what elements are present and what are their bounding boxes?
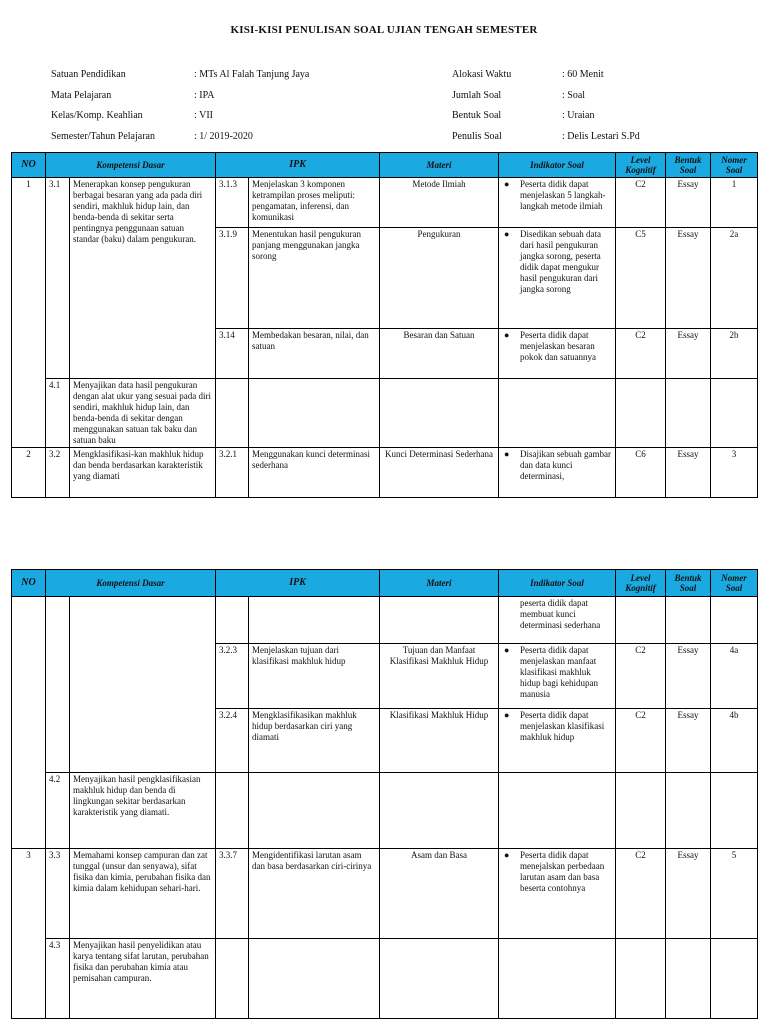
header-ipk: IPK — [216, 570, 380, 597]
ipk-text: Membedakan besaran, nilai, dan satuan — [249, 329, 380, 379]
info-value-penulis: : Delis Lestari S.Pd — [562, 131, 640, 142]
header-nomor: Nomer Soal — [711, 153, 758, 178]
info-value-semester: : 1/ 2019-2020 — [194, 131, 253, 142]
info-value-kelas: : VII — [194, 110, 213, 121]
info-label-jumlah: Jumlah Soal — [452, 90, 502, 101]
bentuk-soal: Essay — [666, 448, 711, 498]
table-row — [12, 849, 758, 939]
ipk-text: Menggunakan kunci determinasi sederhana — [249, 448, 380, 498]
ipk-text: Mengklasifikasikan makhluk hidup berdasarkan ciri yang diamati — [249, 709, 380, 773]
ipk-number: 3.1.9 — [216, 228, 249, 329]
header-kd: Kompetensi Dasar — [46, 153, 216, 178]
info-label-semester: Semester/Tahun Pelajaran — [51, 131, 155, 142]
level-kognitif: C2 — [616, 329, 666, 379]
nomor-soal: 2a — [711, 228, 758, 329]
bullet-icon: ● — [504, 850, 510, 860]
materi: Klasifikasi Makhluk Hidup — [380, 709, 499, 773]
table-row — [12, 379, 758, 448]
ipk-text: Menjelaskan tujuan dari klasifikasi makhluk hidup — [249, 644, 380, 709]
table-row — [12, 773, 758, 849]
header-ipk: IPK — [216, 153, 380, 178]
header-indikator: Indikator Soal — [499, 153, 616, 178]
header-level: Level Kognitif — [616, 153, 666, 178]
bullet-icon: ● — [504, 449, 510, 459]
indikator: ● Peserta didik dapat menjelaskan besaran pokok dan satuannya — [499, 329, 616, 379]
info-label-satuan: Satuan Pendidikan — [51, 69, 126, 80]
bullet-icon: ● — [504, 330, 510, 340]
table-row — [12, 597, 758, 644]
kd-text: Menyajikan hasil penyelidikan atau karya tentang sifat larutan, perubahan fisika dan perubahan kimia atau pemisahan campuran. — [70, 939, 216, 1019]
materi: Pengukuran — [380, 228, 499, 329]
info-label-penulis: Penulis Soal — [452, 131, 502, 142]
header-indikator: Indikator Soal — [499, 570, 616, 597]
materi: Metode Ilmiah — [380, 178, 499, 228]
kd-number: 3.1 — [46, 178, 70, 379]
kisi-kisi-table-page-2 — [11, 569, 758, 1019]
level-kognitif: C6 — [616, 448, 666, 498]
kd-text: Memahami konsep campuran dan zat tunggal (unsur dan senyawa), sifat fisika dan kimia, perubahan fisika dan kimia dalam kehidupan sehari-hari. — [70, 849, 216, 939]
materi: Tujuan dan Manfaat Klasifikasi Makhluk Hidup — [380, 644, 499, 709]
ipk-text: Menentukan hasil pengukuran panjang menggunakan jangka sorong — [249, 228, 380, 329]
header-level: Level Kognitif — [616, 570, 666, 597]
level-kognitif: C2 — [616, 709, 666, 773]
info-label-bentuk: Bentuk Soal — [452, 110, 502, 121]
level-kognitif: C2 — [616, 849, 666, 939]
ipk-text: Mengidentifikasi larutan asam dan basa berdasarkan ciri-cirinya — [249, 849, 380, 939]
indikator: ● Disajikan sebuah gambar dan data kunci determinasi, — [499, 448, 616, 498]
row-number: 3 — [12, 849, 46, 1019]
row-number: 2 — [12, 448, 46, 498]
table-header-row — [12, 570, 758, 597]
bentuk-soal: Essay — [666, 644, 711, 709]
kd-text: Menyajikan data hasil pengukuran dengan alat ukur yang sesuai pada diri sendiri, makhluk hidup lain, dan benda-benda di sekitar dengan menggunakan satuan tak baku dan satuan baku — [70, 379, 216, 448]
ipk-number: 3.14 — [216, 329, 249, 379]
nomor-soal: 5 — [711, 849, 758, 939]
ipk-number: 3.3.7 — [216, 849, 249, 939]
table-header-row — [12, 153, 758, 178]
info-value-jumlah: : Soal — [562, 90, 586, 101]
ipk-text: Menjelaskan 3 komponen ketrampilan proses meliputi: pengamatan, inferensi, dan komunikasi — [249, 178, 380, 228]
kd-number: 4.2 — [46, 773, 70, 849]
kd-number: 3.2 — [46, 448, 70, 498]
header-materi: Materi — [380, 570, 499, 597]
bullet-icon: ● — [504, 645, 510, 655]
level-kognitif: C2 — [616, 644, 666, 709]
ipk-number: 3.2.4 — [216, 709, 249, 773]
ipk-number: 3.1.3 — [216, 178, 249, 228]
nomor-soal: 4a — [711, 644, 758, 709]
bentuk-soal: Essay — [666, 329, 711, 379]
header-kd: Kompetensi Dasar — [46, 570, 216, 597]
table-row — [12, 178, 758, 228]
level-kognitif: C2 — [616, 178, 666, 228]
header-bentuk: Bentuk Soal — [666, 153, 711, 178]
indikator: ● Peserta didik dapat menjelaskan 5 langkah-langkah metode ilmiah — [499, 178, 616, 228]
info-value-mapel: : IPA — [194, 90, 215, 101]
header-materi: Materi — [380, 153, 499, 178]
row-number: 1 — [12, 178, 46, 448]
kisi-kisi-table-page-1 — [11, 152, 758, 498]
indikator: ● Peserta didik dapat menejalskan perbedaan larutan asam dan basa beserta contohnya — [499, 849, 616, 939]
info-value-satuan: : MTs Al Falah Tanjung Jaya — [194, 69, 310, 80]
nomor-soal: 3 — [711, 448, 758, 498]
info-label-alokasi: Alokasi Waktu — [452, 69, 512, 80]
bullet-icon: ● — [504, 710, 510, 720]
info-label-mapel: Mata Pelajaran — [51, 90, 112, 101]
kd-text: Menerapkan konsep pengukuran berbagai besaran yang ada pada diri sendiri, makhluk hidup lain, dan benda-benda di sekitar serta pentingnya penggunaan satuan standar (baku) dalam pengukuran. — [70, 178, 216, 379]
nomor-soal: 4b — [711, 709, 758, 773]
indikator: ● Peserta didik dapat menjelaskan manfaat klasifikasi makhluk hidup bagi kehidupan manusia — [499, 644, 616, 709]
materi: Besaran dan Satuan — [380, 329, 499, 379]
info-value-bentuk: : Uraian — [562, 110, 595, 121]
bentuk-soal: Essay — [666, 849, 711, 939]
ipk-number: 3.2.1 — [216, 448, 249, 498]
document-title: KISI-KISI PENULISAN SOAL UJIAN TENGAH SEMESTER — [230, 24, 538, 36]
header-no: NO — [12, 570, 46, 597]
info-label-kelas: Kelas/Komp. Keahlian — [51, 110, 143, 121]
kd-text: Mengklasifikasi-kan makhluk hidup dan benda berdasarkan karakteristik yang diamati — [70, 448, 216, 498]
table-row — [12, 448, 758, 498]
bentuk-soal: Essay — [666, 709, 711, 773]
table-row — [12, 939, 758, 1019]
nomor-soal: 1 — [711, 178, 758, 228]
kd-number: 4.3 — [46, 939, 70, 1019]
nomor-soal: 2b — [711, 329, 758, 379]
bullet-icon: ● — [504, 229, 510, 239]
header-bentuk: Bentuk Soal — [666, 570, 711, 597]
indikator: ● Disedikan sebuah data dari hasil pengukuran jangka sorong, peserta didik dapat mengukur hasil pengukuran dari jangka sorong — [499, 228, 616, 329]
header-no: NO — [12, 153, 46, 178]
indikator-continued: peserta didik dapat membuat kunci determinasi sederhana — [499, 597, 616, 644]
bentuk-soal: Essay — [666, 178, 711, 228]
bentuk-soal: Essay — [666, 228, 711, 329]
level-kognitif: C5 — [616, 228, 666, 329]
materi: Kunci Determinasi Sederhana — [380, 448, 499, 498]
bullet-icon: ● — [504, 179, 510, 189]
materi: Asam dan Basa — [380, 849, 499, 939]
ipk-number: 3.2.3 — [216, 644, 249, 709]
kd-number: 3.3 — [46, 849, 70, 939]
info-value-alokasi: : 60 Menit — [562, 69, 604, 80]
kd-number: 4.1 — [46, 379, 70, 448]
indikator: ● Peserta didik dapat menjelaskan klasifikasi makhluk hidup — [499, 709, 616, 773]
header-nomor: Nomer Soal — [711, 570, 758, 597]
kd-text: Menyajikan hasil pengklasifikasian makhluk hidup dan benda di lingkungan sekitar berdasarkan karakteristik yang diamati. — [70, 773, 216, 849]
